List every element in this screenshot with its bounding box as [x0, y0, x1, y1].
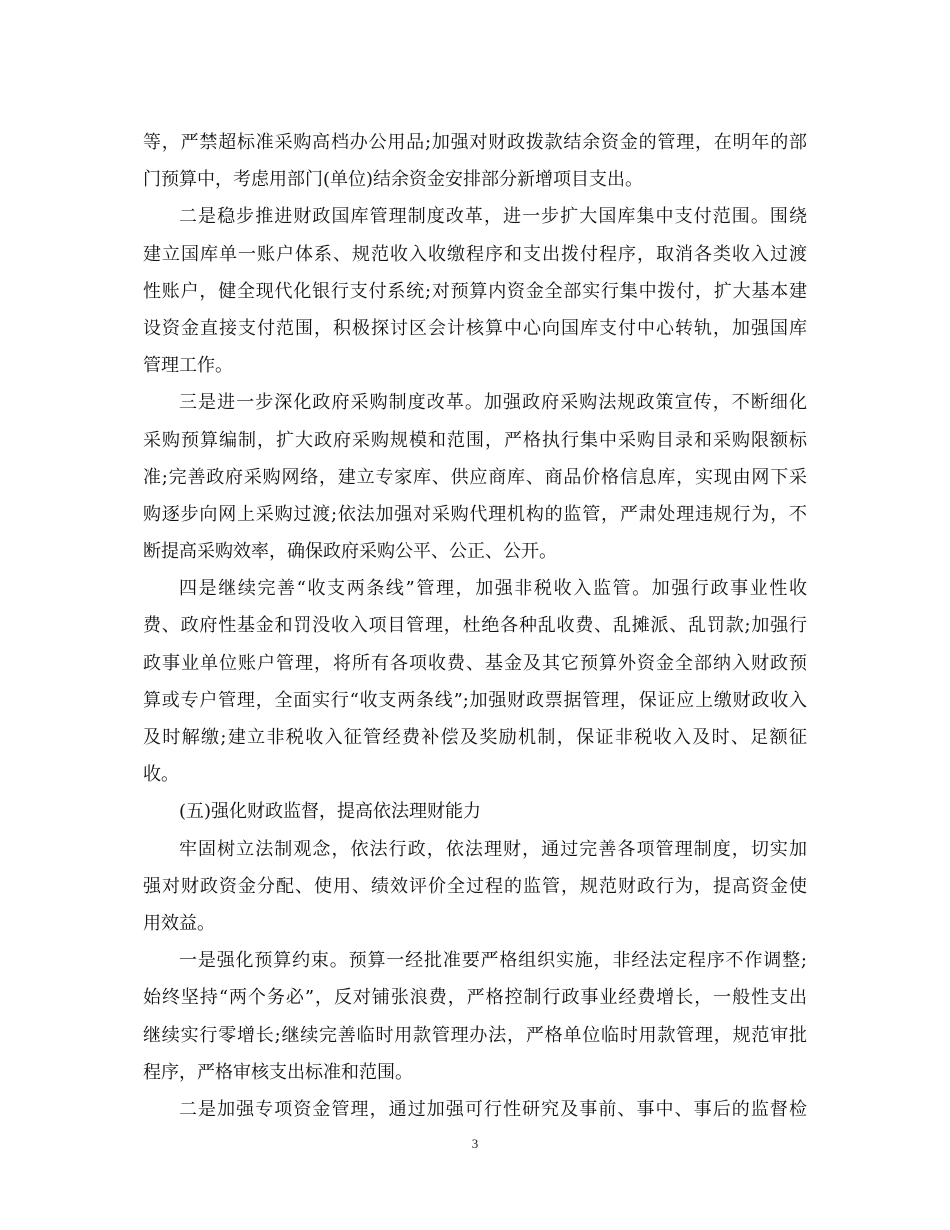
text-line: 程序，严格审核支出标准和范围。: [143, 1061, 413, 1083]
text-line: 性账户，健全现代化银行支付系统;对预算内资金全部实行集中拨付，扩大基本建: [143, 280, 807, 302]
text-line: 继续实行零增长;继续完善临时用款管理办法，严格单位临时用款管理，规范审批: [143, 1024, 807, 1046]
text-line: 始终坚持“两个务必”，反对铺张浪费，严格控制行政事业经费增长，一般性支出: [143, 987, 807, 1009]
text-line: 一是强化预算约束。预算一经批准要严格组织实施，非经法定程序不作调整;: [179, 950, 807, 972]
text-line: 及时解缴;建立非税收入征管经费补偿及奖励机制，保证非税收入及时、足额征: [143, 727, 807, 748]
text-line: 二是加强专项资金管理，通过加强可行性研究及事前、事中、事后的监督检: [179, 1098, 807, 1120]
text-line: 设资金直接支付范围，积极探讨区会计核算中心向国库支付中心转轨，加强国库: [143, 317, 807, 339]
text-line: 牢固树立法制观念，依法行政，依法理财，通过完善各项管理制度，切实加: [179, 838, 807, 860]
text-line: 等，严禁超标准采购高档办公用品;加强对财政拨款结余资金的管理，在明年的部: [143, 132, 807, 153]
page-number: 3: [471, 1136, 479, 1151]
text-line: 二是稳步推进财政国库管理制度改革，进一步扩大国库集中支付范围。围绕: [179, 206, 807, 228]
text-line: 采购预算编制，扩大政府采购规模和范围，严格执行集中采购目录和采购限额标: [143, 429, 807, 451]
section-heading: (五)强化财政监督，提高依法理财能力: [179, 801, 482, 823]
text-line: 收。: [143, 764, 179, 786]
text-line: 准;完善政府采购网络，建立专家库、供应商库、商品价格信息库，实现由网下采: [143, 466, 807, 488]
text-line: 四是继续完善“收支两条线”管理，加强非税收入监管。加强行政事业性收: [179, 578, 807, 600]
text-line: 管理工作。: [143, 355, 233, 377]
text-line: 建立国库单一账户体系、规范收入收缴程序和支出拨付程序，取消各类收入过渡: [143, 243, 807, 265]
text-line: 政事业单位账户管理，将所有各项收费、基金及其它预算外资金全部纳入财政预: [143, 652, 807, 674]
body-text: [143, 124, 807, 1128]
text-line: 用效益。: [143, 912, 215, 934]
text-line: 购逐步向网上采购过渡;依法加强对采购代理机构的监管，严肃处理违规行为，不: [143, 503, 807, 525]
text-line: 门预算中，考虑用部门(单位)结余资金安排部分新增项目支出。: [143, 169, 644, 191]
text-line: 三是进一步深化政府采购制度改革。加强政府采购法规政策宣传，不断细化: [179, 392, 807, 414]
text-line: 断提高采购效率，确保政府采购公平、公正、公开。: [143, 541, 557, 563]
text-line: 强对财政资金分配、使用、绩效评价全过程的监管，规范财政行为，提高资金使: [143, 875, 807, 897]
text-line: 算或专户管理，全面实行“收支两条线”;加强财政票据管理，保证应上缴财政收入: [143, 689, 807, 711]
text-line: 费、政府性基金和罚没收入项目管理，杜绝各种乱收费、乱摊派、乱罚款;加强行: [143, 615, 807, 637]
